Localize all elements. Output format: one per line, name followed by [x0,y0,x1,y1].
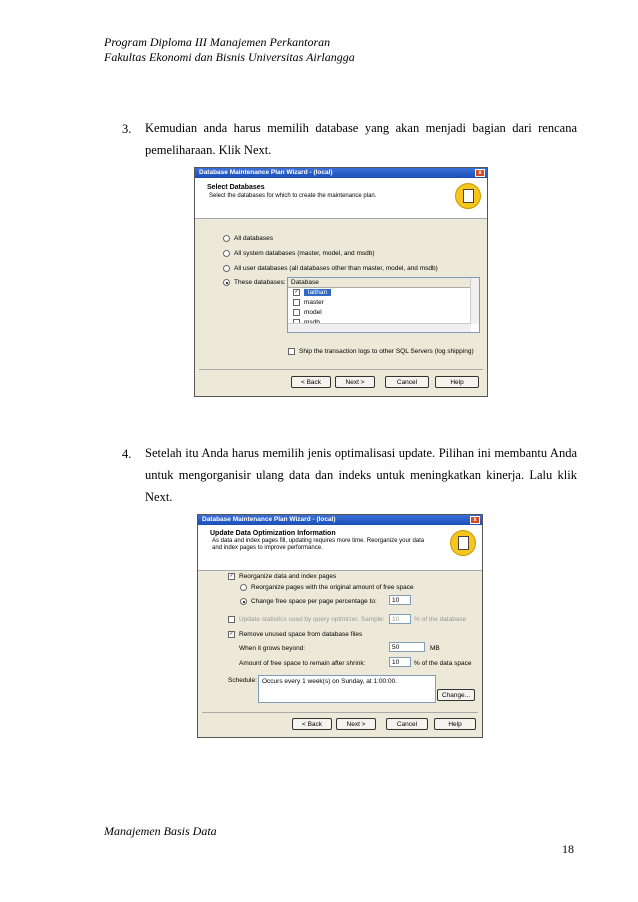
wizard-icon [455,183,481,209]
sample-stepper[interactable]: 10 [389,614,411,624]
database-list[interactable] [287,277,480,333]
help-button[interactable]: Help [434,718,476,730]
header-line-2: Fakultas Ekonomi dan Bisnis Universitas Airlangga [104,50,355,64]
schedule-label: Schedule: [228,677,257,684]
grows-beyond-input[interactable]: 50 [389,642,425,652]
vertical-scrollbar[interactable] [470,278,479,324]
reorganize-checkbox[interactable]: ✓ Reorganize data and index pages [229,573,337,581]
ship-logs-checkbox[interactable]: Ship the transaction logs to other SQL Servers (log shipping) [288,348,474,355]
dialog-title-bar: Database Maintenance Plan Wizard - (local) x [195,168,487,178]
free-space-stepper[interactable]: 10 [389,595,411,605]
schedule-display: Occurs every 1 week(s) on Sunday, at 1:00:00. [258,675,436,703]
page-description-2: and index pages to improve performance. [212,545,323,551]
page-description: Select the databases for which to create the maintenance plan. [209,193,377,199]
database-item[interactable]: model [293,308,322,318]
reorganize-original-radio[interactable]: Reorganize pages with the original amount of free space [240,584,414,591]
horizontal-scrollbar[interactable] [288,323,471,332]
wizard-header [198,525,482,571]
step-3-number: 3. [122,122,132,136]
dialog-title-bar: Database Maintenance Plan Wizard - (local) x [198,515,482,525]
page-description-1: As data and index pages fill, updating requires more time. Reorganize your data [212,538,425,544]
step-4-number: 4. [122,447,132,461]
footer-text: Manajemen Basis Data [104,824,217,838]
select-databases-dialog [194,167,488,397]
update-optimization-dialog [197,514,483,738]
remove-unused-checkbox[interactable]: ✓ Remove unused space from database files [229,631,363,639]
page-heading: Update Data Optimization Information [210,530,336,537]
option-these-databases[interactable]: These databases: [223,279,286,286]
cancel-button[interactable]: Cancel [385,376,429,388]
next-button[interactable]: Next > [335,376,375,388]
free-remain-stepper[interactable]: 10 [389,657,411,667]
step-4-text: Setelah itu Anda harus memilih jenis optimalisasi update. Pilihan ini membantu Anda untuk mengorganisir ulang data dan indeks untuk meningkatkan kinerja. Lalu klik Next. [145,446,577,504]
option-user-databases[interactable]: All user databases (all databases other than master, model, and msdb) [223,265,438,272]
page-heading: Select Databases [207,184,265,191]
free-remain-unit: % of the data space [414,660,472,667]
wizard-icon [450,530,476,556]
step-3-text: Kemudian anda harus memilih database yang akan menjadi bagian dari rencana pemeliharaan. Klik Next. [145,121,577,157]
sample-unit: % of the database [414,616,467,623]
back-button[interactable]: < Back [291,376,331,388]
database-item[interactable]: ✓ latihan [293,288,331,298]
change-free-space-radio[interactable]: Change free space per page percentage to: [240,598,377,605]
option-all-databases[interactable]: All databases [223,235,273,242]
separator [199,369,483,370]
update-statistics-checkbox[interactable]: Update statistics used by query optimizer. Sample: [228,616,385,623]
database-item[interactable]: master [293,298,324,308]
option-system-databases[interactable]: All system databases (master, model, and msdb) [223,250,375,257]
wizard-header [195,178,487,219]
separator [202,712,478,713]
header-line-1: Program Diploma III Manajemen Perkantoran [104,35,331,49]
free-remain-label: Amount of free space to remain after shrink: [239,660,366,667]
change-schedule-button[interactable]: Change... [437,689,475,701]
grows-unit: MB [430,645,440,652]
grows-beyond-label: When it grows beyond: [239,645,306,652]
page-number: 18 [562,842,574,856]
close-icon[interactable]: x [470,516,480,524]
close-icon[interactable]: x [475,169,485,177]
database-column-header: Database [288,278,471,288]
back-button[interactable]: < Back [292,718,332,730]
next-button[interactable]: Next > [336,718,376,730]
help-button[interactable]: Help [435,376,479,388]
cancel-button[interactable]: Cancel [386,718,428,730]
